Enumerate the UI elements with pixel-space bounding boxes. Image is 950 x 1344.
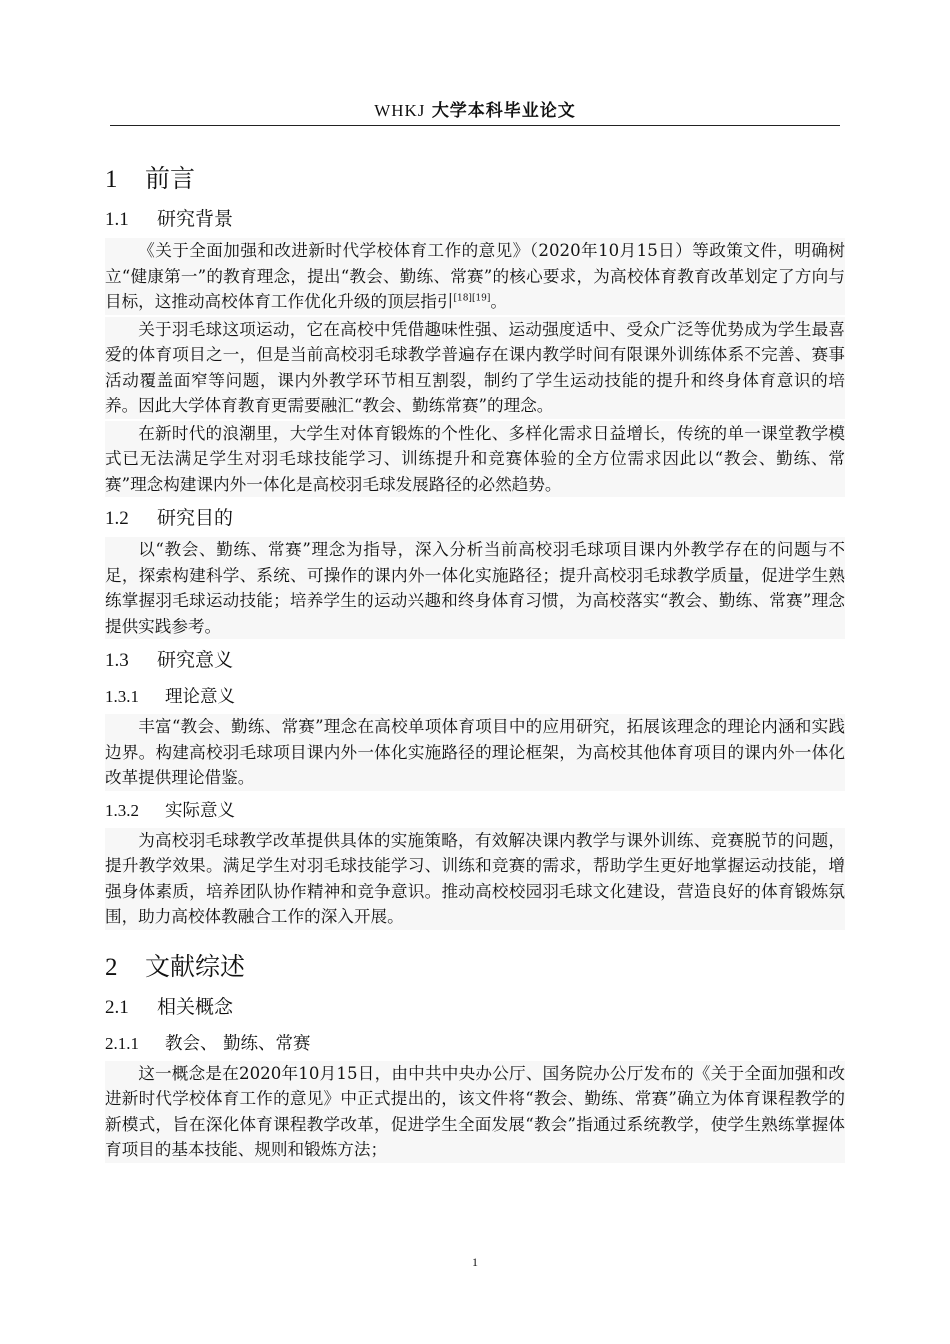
heading-2-1 xyxy=(105,988,845,1026)
heading-title: 前言 xyxy=(145,164,196,193)
paragraph: 这一概念是在2020年10月15日，由中共中央办公厅、国务院办公厅发布的《关于全面加强和改进新时代学校体育工作的意见》中正式提出的，该文件将“教会、勤练、常赛”确立为体育课程教学的新模式，旨在深化体育课程教学改革，促进学生全面发展“教会”指通过系统教学，使学生熟练掌握体育项目的基本技能、规则和锻炼方法； xyxy=(105,1061,845,1163)
header-latin: WHKJ xyxy=(374,101,426,120)
heading-2-1-1 xyxy=(105,1026,845,1061)
paragraph: 《关于全面加强和改进新时代学校体育工作的意见》（2020年10月15日）等政策文件，明确树立“健康第一”的教育理念，提出“教会、勤练、常赛”的核心要求，为高校体育教育改革划定了方向与目标，这推动高校体育工作优化升级的顶层指引[18][19]。 xyxy=(105,238,845,315)
page-number: 1 xyxy=(472,1255,478,1269)
header-cn: 大学本科毕业论文 xyxy=(431,101,576,121)
heading-title: 文献综述 xyxy=(145,951,246,981)
paragraph: 以“教会、勤练、常赛”理念为指导，深入分析当前高校羽毛球项目课内外教学存在的问题与不足，探索构建科学、系统、可操作的课内外一体化实施路径；提升高校羽毛球教学质量，促进学生熟练掌握羽毛球运动技能；培养学生的运动兴趣和终身体育习惯，为高校落实“教会、勤练、常赛”理念提供实践参考。 xyxy=(105,537,845,639)
heading-number: 1.3.2 xyxy=(105,800,139,820)
heading-number: 1.1 xyxy=(105,209,129,230)
heading-title: 相关概念 xyxy=(157,995,234,1018)
heading-2-literature-review xyxy=(105,946,845,988)
citation: [18][19] xyxy=(453,293,491,304)
heading-1-2 xyxy=(105,499,845,537)
heading-1-3 xyxy=(105,641,845,679)
heading-title: 理论意义 xyxy=(165,687,235,707)
heading-1-preface xyxy=(105,158,845,200)
heading-1-1 xyxy=(105,200,845,238)
paragraph: 丰富“教会、勤练、常赛”理念在高校单项体育项目中的应用研究，拓展该理念的理论内涵和实践边界。构建高校羽毛球项目课内外一体化实施路径的理论框架，为高校其他体育项目的课内外一体化改革提供理论借鉴。 xyxy=(105,714,845,791)
heading-1-3-1 xyxy=(105,679,845,714)
paragraph: 在新时代的浪潮里，大学生对体育锻炼的个性化、多样化需求日益增长，传统的单一课堂教学模式已无法满足学生对羽毛球技能学习、训练提升和竞赛体验的全方位需求因此以“教会、勤练、常赛”理念构建课内外一体化是高校羽毛球发展路径的必然趋势。 xyxy=(105,421,845,498)
heading-title: 研究意义 xyxy=(157,649,234,671)
page-body xyxy=(105,158,845,1165)
heading-title: 实际意义 xyxy=(165,800,235,821)
heading-number: 1 xyxy=(105,166,118,193)
paragraph: 为高校羽毛球教学改革提供具体的实施策略，有效解决课内教学与课外训练、竞赛脱节的问题，提升教学效果。满足学生对羽毛球技能学习、训练和竞赛的需求，帮助学生更好地掌握运动技能，增强身体素质，培养团队协作精神和竞争意识。推动高校校园羽毛球文化建设，营造良好的体育锻炼氛围，助力高校体教融合工作的深入开展。 xyxy=(105,828,845,930)
heading-title: 研究目的 xyxy=(157,507,234,529)
heading-number: 1.3.1 xyxy=(105,687,139,706)
heading-number: 2 xyxy=(105,953,118,981)
heading-number: 2.1.1 xyxy=(105,1033,139,1053)
heading-1-3-2 xyxy=(105,793,845,828)
heading-title: 教会、 勤练、常赛 xyxy=(165,1033,311,1054)
heading-number: 2.1 xyxy=(105,996,129,1018)
header-rule xyxy=(110,125,840,126)
heading-number: 1.3 xyxy=(105,650,129,671)
heading-title: 研究背景 xyxy=(157,208,234,230)
running-header xyxy=(110,96,840,121)
heading-number: 1.2 xyxy=(105,508,129,529)
paragraph: 关于羽毛球这项运动，它在高校中凭借趣味性强、运动强度适中、受众广泛等优势成为学生最喜爱的体育项目之一，但是当前高校羽毛球教学普遍存在课内教学时间有限课外训练体系不完善、赛事活动覆盖面窄等问题，课内外教学环节相互割裂，制约了学生运动技能的提升和终身体育意识的培养。因此大学体育教育更需要融汇“教会、勤练常赛”的理念。 xyxy=(105,317,845,419)
